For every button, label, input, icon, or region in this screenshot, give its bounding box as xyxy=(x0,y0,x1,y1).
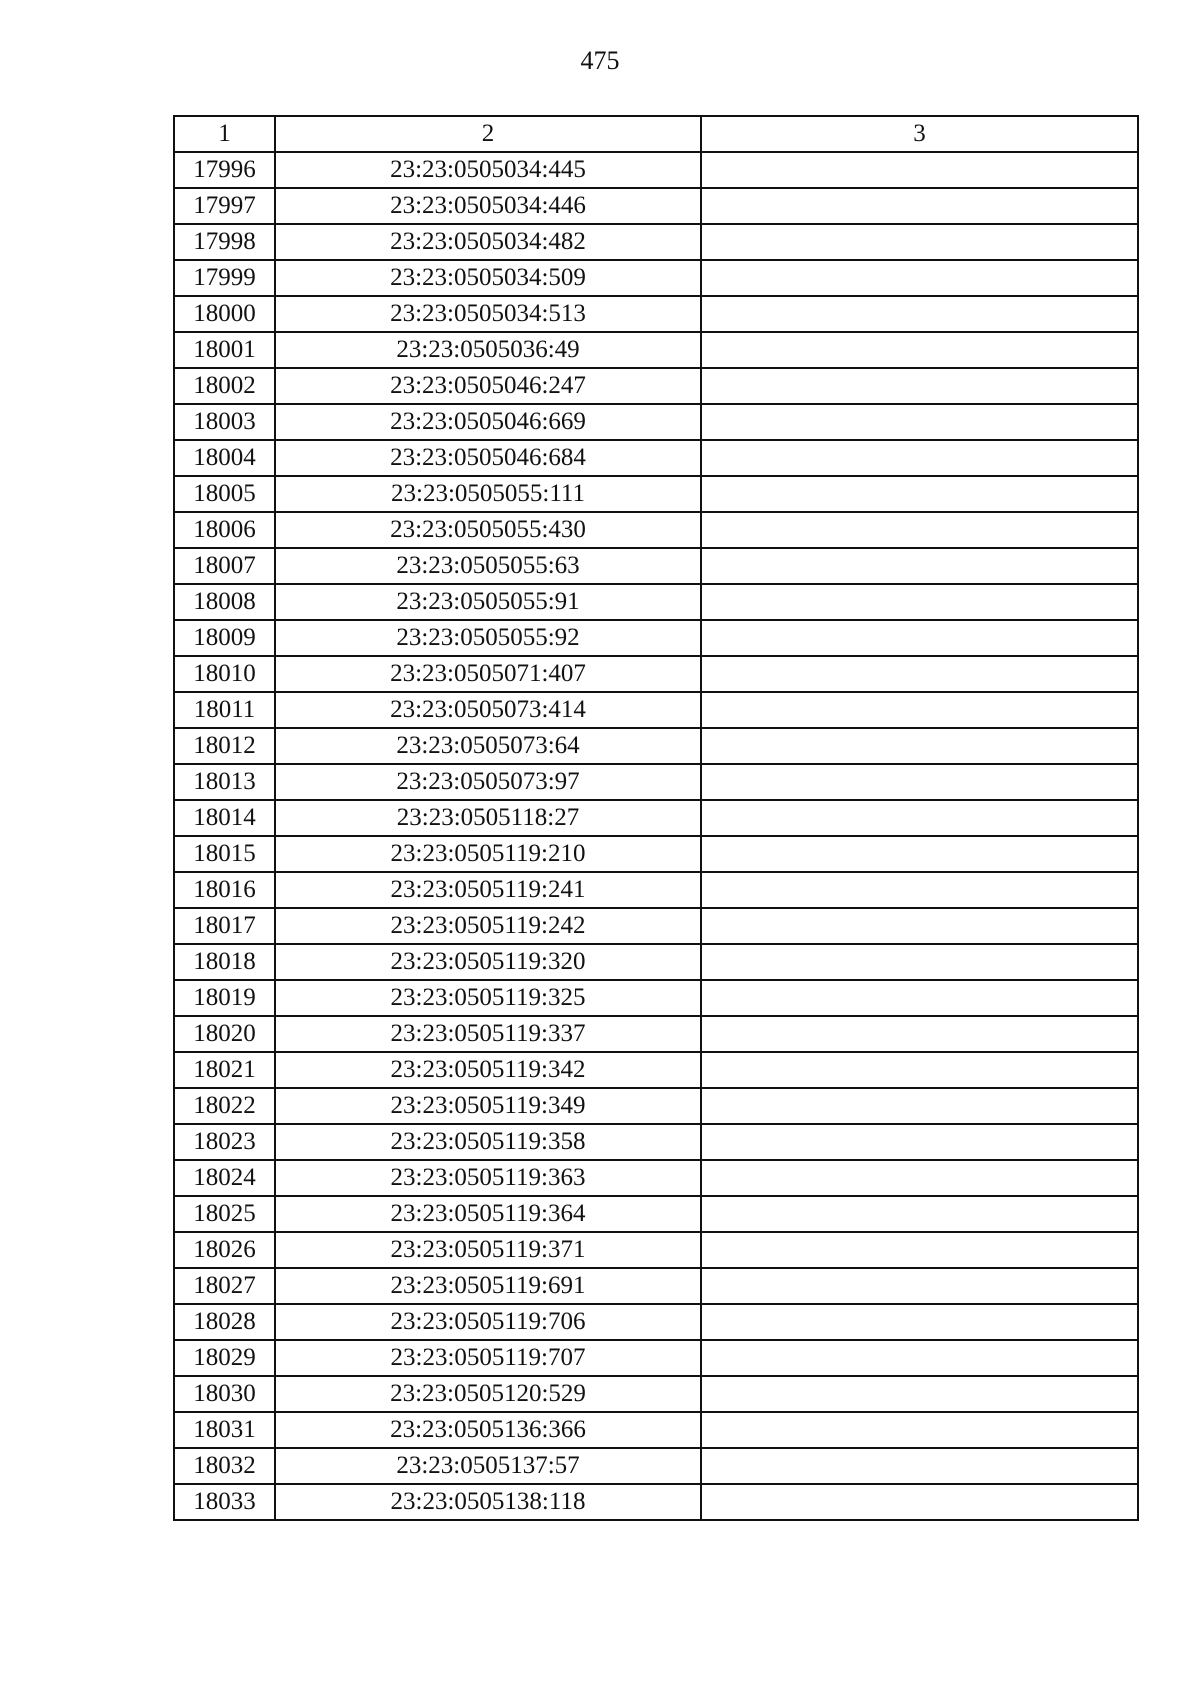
cadastral-number-cell: 23:23:0505055:111 xyxy=(275,476,701,512)
notes-cell xyxy=(701,260,1138,296)
table-row xyxy=(174,944,1138,980)
table-row xyxy=(174,1016,1138,1052)
notes-cell xyxy=(701,224,1138,260)
notes-cell xyxy=(701,764,1138,800)
notes-cell xyxy=(701,188,1138,224)
table-row xyxy=(174,332,1138,368)
table-row xyxy=(174,260,1138,296)
row-index-cell: 18024 xyxy=(174,1160,275,1196)
notes-cell xyxy=(701,1232,1138,1268)
cadastral-number-cell: 23:23:0505119:241 xyxy=(275,872,701,908)
row-index-cell: 18003 xyxy=(174,404,275,440)
table-row xyxy=(174,1196,1138,1232)
cadastral-number-cell: 23:23:0505046:669 xyxy=(275,404,701,440)
row-index-cell: 18010 xyxy=(174,656,275,692)
cadastral-number-cell: 23:23:0505046:247 xyxy=(275,368,701,404)
notes-cell xyxy=(701,1052,1138,1088)
cadastral-number-cell: 23:23:0505119:706 xyxy=(275,1304,701,1340)
row-index-cell: 18014 xyxy=(174,800,275,836)
row-index-cell: 18011 xyxy=(174,692,275,728)
cadastral-number-cell: 23:23:0505073:64 xyxy=(275,728,701,764)
cadastral-number-cell: 23:23:0505119:320 xyxy=(275,944,701,980)
table-row xyxy=(174,800,1138,836)
table-row xyxy=(174,476,1138,512)
table-row xyxy=(174,1052,1138,1088)
notes-cell xyxy=(701,692,1138,728)
row-index-cell: 18020 xyxy=(174,1016,275,1052)
notes-cell xyxy=(701,1124,1138,1160)
notes-cell xyxy=(701,476,1138,512)
notes-cell xyxy=(701,332,1138,368)
row-index-cell: 18026 xyxy=(174,1232,275,1268)
notes-cell xyxy=(701,296,1138,332)
cadastral-number-cell: 23:23:0505034:445 xyxy=(275,152,701,188)
table-row xyxy=(174,368,1138,404)
cadastral-number-cell: 23:23:0505034:509 xyxy=(275,260,701,296)
notes-cell xyxy=(701,152,1138,188)
cadastral-number-cell: 23:23:0505073:97 xyxy=(275,764,701,800)
table-row xyxy=(174,1448,1138,1484)
notes-cell xyxy=(701,368,1138,404)
table-row xyxy=(174,1412,1138,1448)
row-index-cell: 18000 xyxy=(174,296,275,332)
table-row xyxy=(174,692,1138,728)
row-index-cell: 18021 xyxy=(174,1052,275,1088)
cadastral-number-cell: 23:23:0505119:358 xyxy=(275,1124,701,1160)
cadastral-number-cell: 23:23:0505119:349 xyxy=(275,1088,701,1124)
cadastral-number-cell: 23:23:0505119:242 xyxy=(275,908,701,944)
table-row xyxy=(174,224,1138,260)
notes-cell xyxy=(701,404,1138,440)
table-row xyxy=(174,764,1138,800)
table-row xyxy=(174,908,1138,944)
cadastral-number-cell: 23:23:0505119:691 xyxy=(275,1268,701,1304)
cadastral-number-cell: 23:23:0505034:513 xyxy=(275,296,701,332)
row-index-cell: 17998 xyxy=(174,224,275,260)
column-header-1: 1 xyxy=(174,116,275,152)
table-row xyxy=(174,1484,1138,1520)
cadastral-number-cell: 23:23:0505036:49 xyxy=(275,332,701,368)
row-index-cell: 18001 xyxy=(174,332,275,368)
notes-cell xyxy=(701,548,1138,584)
cadastral-number-cell: 23:23:0505119:371 xyxy=(275,1232,701,1268)
cadastral-number-cell: 23:23:0505119:342 xyxy=(275,1052,701,1088)
cadastral-number-cell: 23:23:0505119:363 xyxy=(275,1160,701,1196)
row-index-cell: 18016 xyxy=(174,872,275,908)
notes-cell xyxy=(701,440,1138,476)
table-row xyxy=(174,584,1138,620)
notes-cell xyxy=(701,1304,1138,1340)
row-index-cell: 18005 xyxy=(174,476,275,512)
row-index-cell: 18033 xyxy=(174,1484,275,1520)
table-row xyxy=(174,872,1138,908)
row-index-cell: 17999 xyxy=(174,260,275,296)
row-index-cell: 18032 xyxy=(174,1448,275,1484)
column-header-2: 2 xyxy=(275,116,701,152)
table-row xyxy=(174,980,1138,1016)
header-row xyxy=(174,116,1138,152)
cadastral-number-cell: 23:23:0505073:414 xyxy=(275,692,701,728)
row-index-cell: 18029 xyxy=(174,1340,275,1376)
table-row xyxy=(174,1304,1138,1340)
cadastral-number-cell: 23:23:0505046:684 xyxy=(275,440,701,476)
row-index-cell: 18027 xyxy=(174,1268,275,1304)
cadastral-number-cell: 23:23:0505136:366 xyxy=(275,1412,701,1448)
cadastral-number-cell: 23:23:0505118:27 xyxy=(275,800,701,836)
table-row xyxy=(174,1376,1138,1412)
table-row xyxy=(174,620,1138,656)
table-row xyxy=(174,1340,1138,1376)
cadastral-number-cell: 23:23:0505055:92 xyxy=(275,620,701,656)
notes-cell xyxy=(701,1088,1138,1124)
notes-cell xyxy=(701,1448,1138,1484)
row-index-cell: 17996 xyxy=(174,152,275,188)
cadastral-number-cell: 23:23:0505119:210 xyxy=(275,836,701,872)
cadastral-number-cell: 23:23:0505119:325 xyxy=(275,980,701,1016)
notes-cell xyxy=(701,584,1138,620)
table-row xyxy=(174,404,1138,440)
notes-cell xyxy=(701,836,1138,872)
table-row xyxy=(174,296,1138,332)
notes-cell xyxy=(701,512,1138,548)
row-index-cell: 18022 xyxy=(174,1088,275,1124)
notes-cell xyxy=(701,1376,1138,1412)
cadastral-number-cell: 23:23:0505055:91 xyxy=(275,584,701,620)
row-index-cell: 18006 xyxy=(174,512,275,548)
notes-cell xyxy=(701,1016,1138,1052)
notes-cell xyxy=(701,1268,1138,1304)
row-index-cell: 17997 xyxy=(174,188,275,224)
row-index-cell: 18018 xyxy=(174,944,275,980)
table-row xyxy=(174,728,1138,764)
row-index-cell: 18030 xyxy=(174,1376,275,1412)
notes-cell xyxy=(701,1196,1138,1232)
table-row xyxy=(174,152,1138,188)
table-row xyxy=(174,188,1138,224)
notes-cell xyxy=(701,1160,1138,1196)
row-index-cell: 18025 xyxy=(174,1196,275,1232)
cadastral-number-cell: 23:23:0505120:529 xyxy=(275,1376,701,1412)
row-index-cell: 18023 xyxy=(174,1124,275,1160)
row-index-cell: 18028 xyxy=(174,1304,275,1340)
cadastral-number-cell: 23:23:0505137:57 xyxy=(275,1448,701,1484)
cadastral-number-cell: 23:23:0505119:337 xyxy=(275,1016,701,1052)
page-number: 475 xyxy=(580,46,620,75)
table-body xyxy=(174,152,1138,1520)
column-header-3: 3 xyxy=(701,116,1138,152)
row-index-cell: 18008 xyxy=(174,584,275,620)
cadastral-number-cell: 23:23:0505119:707 xyxy=(275,1340,701,1376)
notes-cell xyxy=(701,800,1138,836)
notes-cell xyxy=(701,728,1138,764)
table-row xyxy=(174,1160,1138,1196)
table-row xyxy=(174,836,1138,872)
row-index-cell: 18013 xyxy=(174,764,275,800)
row-index-cell: 18012 xyxy=(174,728,275,764)
cadastral-number-cell: 23:23:0505138:118 xyxy=(275,1484,701,1520)
notes-cell xyxy=(701,620,1138,656)
row-index-cell: 18015 xyxy=(174,836,275,872)
table-row xyxy=(174,1088,1138,1124)
row-index-cell: 18002 xyxy=(174,368,275,404)
table-row xyxy=(174,512,1138,548)
table-row xyxy=(174,440,1138,476)
notes-cell xyxy=(701,872,1138,908)
cadastral-number-cell: 23:23:0505034:446 xyxy=(275,188,701,224)
notes-cell xyxy=(701,1340,1138,1376)
notes-cell xyxy=(701,656,1138,692)
notes-cell xyxy=(701,1484,1138,1520)
notes-cell xyxy=(701,980,1138,1016)
cadastral-number-table xyxy=(173,115,1139,1521)
row-index-cell: 18019 xyxy=(174,980,275,1016)
row-index-cell: 18009 xyxy=(174,620,275,656)
cadastral-number-cell: 23:23:0505034:482 xyxy=(275,224,701,260)
table-row xyxy=(174,1232,1138,1268)
cadastral-number-cell: 23:23:0505055:430 xyxy=(275,512,701,548)
cadastral-number-cell: 23:23:0505119:364 xyxy=(275,1196,701,1232)
row-index-cell: 18031 xyxy=(174,1412,275,1448)
row-index-cell: 18007 xyxy=(174,548,275,584)
row-index-cell: 18017 xyxy=(174,908,275,944)
table-row xyxy=(174,1124,1138,1160)
notes-cell xyxy=(701,908,1138,944)
table-row xyxy=(174,1268,1138,1304)
cadastral-number-cell: 23:23:0505055:63 xyxy=(275,548,701,584)
row-index-cell: 18004 xyxy=(174,440,275,476)
table-row xyxy=(174,548,1138,584)
cadastral-number-cell: 23:23:0505071:407 xyxy=(275,656,701,692)
notes-cell xyxy=(701,944,1138,980)
table-row xyxy=(174,656,1138,692)
notes-cell xyxy=(701,1412,1138,1448)
